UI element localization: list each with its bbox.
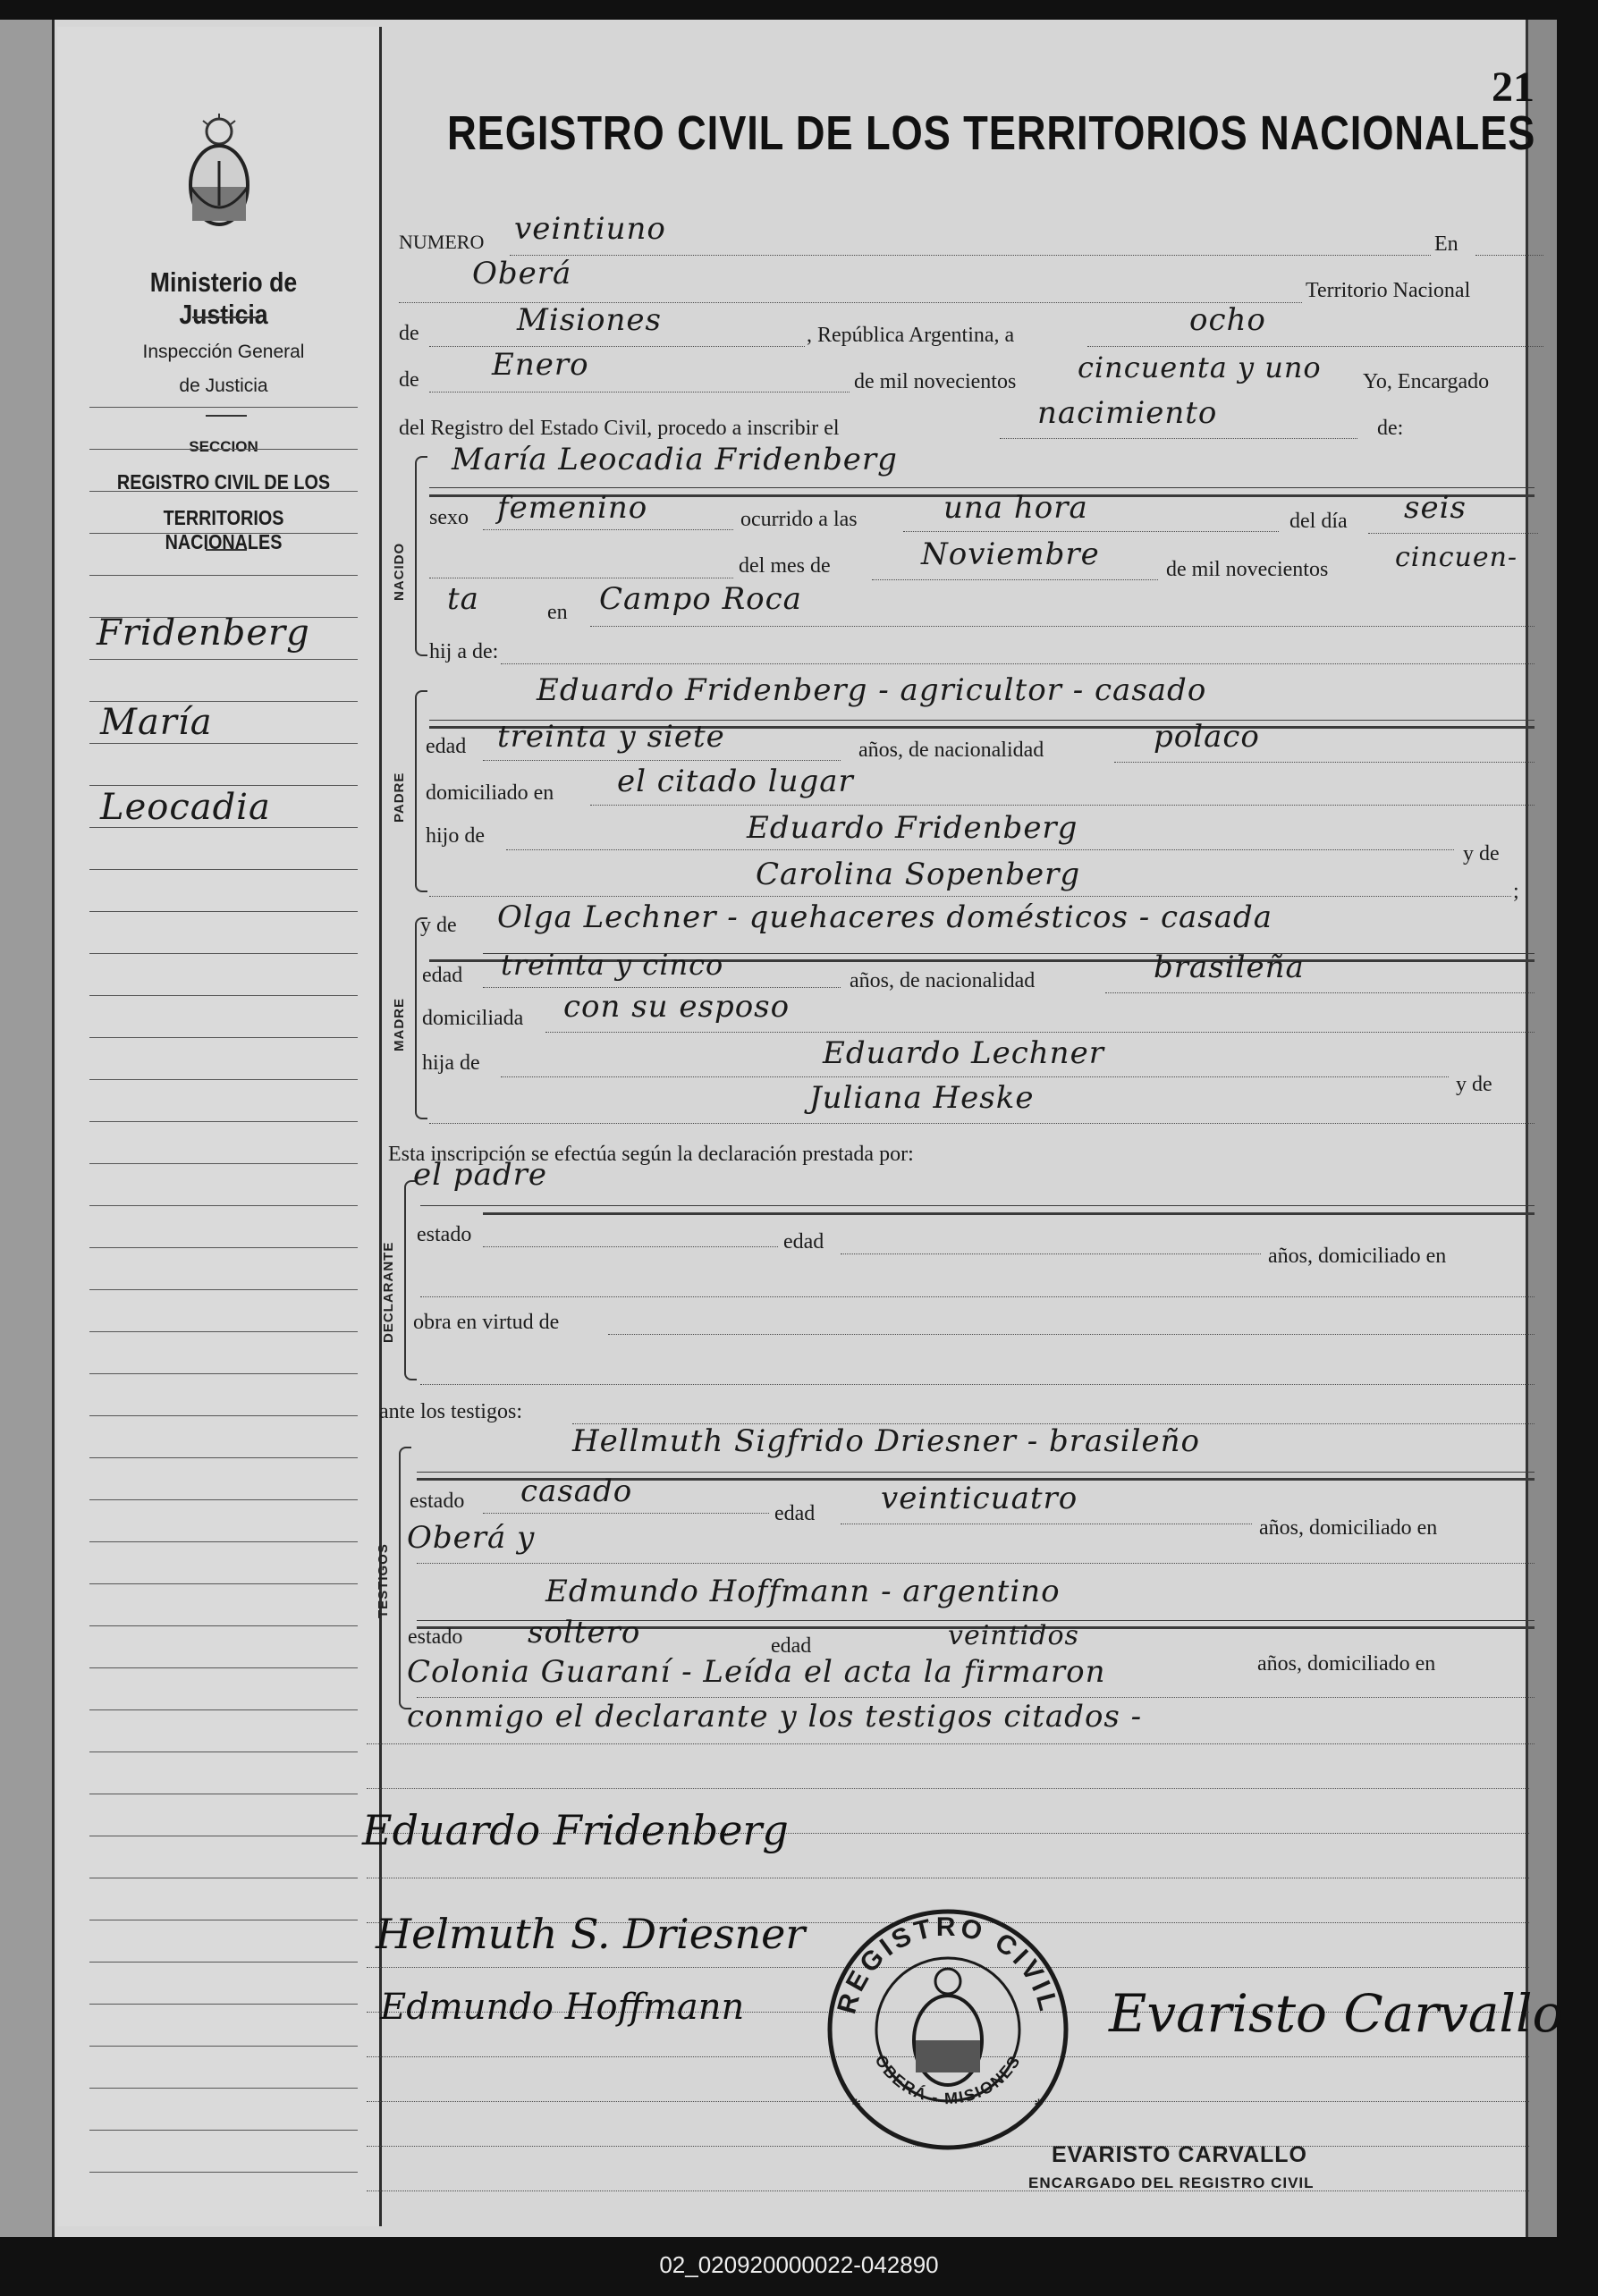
nacionalidad-label: años, de nacionalidad xyxy=(858,739,1044,762)
sidebar-rule xyxy=(89,1457,358,1458)
act-value: nacimiento xyxy=(1037,395,1218,431)
madre-dom-line xyxy=(545,1032,1535,1033)
madre-edad-line xyxy=(483,987,841,988)
padre-parent2: Carolina Sopenberg xyxy=(756,857,1081,892)
sidebar-rule xyxy=(89,1583,358,1584)
sidebar-rule xyxy=(89,1962,358,1963)
en-label: en xyxy=(547,601,568,624)
sidebar-rule xyxy=(89,533,358,534)
name-line xyxy=(429,487,1535,488)
ministry-title: Ministerio de Justicia xyxy=(149,266,298,330)
domiciliada-label: domiciliada xyxy=(422,1007,524,1030)
sidebar-rule xyxy=(89,1289,358,1290)
padre-section-label: PADRE xyxy=(392,772,407,823)
year-value: cincuenta y uno xyxy=(1078,350,1322,384)
testigo2-domicilio: Colonia Guaraní - Leída el acta la firmaron xyxy=(407,1654,1106,1690)
madre-parent1: Eduardo Lechner xyxy=(823,1035,1104,1071)
de-colon-label: de: xyxy=(1377,417,1404,440)
lugar-value: Campo Roca xyxy=(599,581,802,617)
mes-line xyxy=(872,579,1158,580)
padre-nac-line xyxy=(1114,762,1535,763)
vertical-divider xyxy=(379,27,382,2226)
y-de-label: y de xyxy=(1463,842,1500,865)
nacido-bracket xyxy=(415,456,427,656)
closing-line xyxy=(367,1743,1535,1744)
declarante-bracket xyxy=(404,1180,417,1380)
testigo1-line xyxy=(417,1472,1535,1473)
madre-domicilio: con su esposo xyxy=(563,989,791,1025)
obra-line xyxy=(608,1334,1535,1335)
obra-label: obra en virtud de xyxy=(413,1311,560,1334)
stamp-text-top: REGISTRO CIVIL xyxy=(832,1912,1064,2017)
sidebar-rule xyxy=(89,1331,358,1332)
registro-civil-stamp xyxy=(823,1904,1073,2155)
sidebar-rule xyxy=(89,1709,358,1710)
sidebar-rule xyxy=(89,407,358,408)
declarante-line xyxy=(420,1205,1535,1206)
sidebar-rule xyxy=(89,2130,358,2131)
sidebar-rule xyxy=(89,659,358,660)
territorio-label: Territorio Nacional xyxy=(1306,279,1471,302)
divider xyxy=(206,415,247,417)
lugar-line xyxy=(590,626,1535,627)
signature-rule xyxy=(367,2190,1529,2191)
en-label: En xyxy=(1434,232,1458,256)
stamp-text-bottom: OBERÁ - MISIONES xyxy=(871,2051,1025,2108)
edad-label: edad xyxy=(774,1502,816,1525)
de-label: de xyxy=(399,322,419,345)
dia-value: seis xyxy=(1404,490,1467,526)
page-right-edge xyxy=(1526,20,1557,2237)
madre-parent2-line xyxy=(429,1123,1535,1124)
y-de-label: y de xyxy=(1456,1073,1492,1096)
testigo1-domicilio: Oberá y xyxy=(407,1520,536,1556)
nacido-name: María Leocadia Fridenberg xyxy=(452,442,898,477)
sidebar-rule xyxy=(89,1415,358,1416)
madre-parent1-line xyxy=(501,1076,1449,1077)
page-number: 21 xyxy=(1492,63,1535,111)
inspection-line2: de Justicia xyxy=(179,376,268,396)
sidebar-rule xyxy=(89,701,358,702)
mil-label: de mil novecientos xyxy=(1166,558,1329,581)
edad-label: edad xyxy=(426,735,467,758)
official-title: ENCARGADO DEL REGISTRO CIVIL xyxy=(1028,2174,1315,2191)
sidebar-rule xyxy=(89,1499,358,1500)
sidebar-rule xyxy=(89,785,358,786)
declarante-estado-line xyxy=(483,1246,778,1247)
sidebar-rule xyxy=(89,1373,358,1374)
stamp-seal-icon xyxy=(823,1904,1073,2155)
sidebar-rule xyxy=(89,2004,358,2005)
padre-name: Eduardo Fridenberg - agricultor - casado xyxy=(537,672,1207,708)
edad-label: edad xyxy=(422,964,463,987)
del-mes-label: del mes de xyxy=(739,554,831,578)
signature-testigo2: Edmundo Hoffmann xyxy=(380,1987,745,2028)
sidebar-rule xyxy=(89,1037,358,1038)
sidebar-rule xyxy=(89,911,358,912)
hora-value: una hora xyxy=(943,490,1088,526)
testigo2-dom-line xyxy=(417,1697,1535,1698)
sidebar-rule xyxy=(89,1247,358,1248)
madre-nacionalidad: brasileña xyxy=(1154,950,1305,985)
testigo1-estado: casado xyxy=(520,1473,633,1509)
day-value: ocho xyxy=(1189,302,1266,338)
sidebar-rule xyxy=(89,869,358,870)
anos-domiciliado-label: años, domiciliado en xyxy=(1268,1245,1447,1268)
anos-domiciliado-label: años, domiciliado en xyxy=(1259,1516,1438,1540)
testigo1-estado-line xyxy=(483,1513,769,1514)
closing-text: conmigo el declarante y los testigos citados - xyxy=(407,1699,1143,1735)
year-value-a: cincuen- xyxy=(1395,542,1518,573)
sidebar-rule xyxy=(89,1121,358,1122)
svg-text:REGISTRO CIVIL xyxy=(832,1912,1063,2017)
sidebar-rule xyxy=(89,827,358,828)
de-label: de xyxy=(399,368,419,392)
mes-value: Noviembre xyxy=(921,536,1100,572)
testigo1-edad: veinticuatro xyxy=(881,1481,1078,1516)
padre-domicilio: el citado lugar xyxy=(617,764,854,799)
sidebar-rule xyxy=(89,491,358,492)
sidebar-rule xyxy=(89,995,358,996)
testigo1-name: Hellmuth Sigfrido Driesner - brasileño xyxy=(572,1423,1201,1459)
declarante-line-double xyxy=(483,1212,1535,1215)
signature-rule xyxy=(367,1788,1529,1789)
mil-novecientos-label: de mil novecientos xyxy=(854,370,1017,393)
republica-label: , República Argentina, a xyxy=(807,324,1015,347)
index-first-name: María xyxy=(100,702,213,743)
padre-edad-line xyxy=(483,760,841,761)
sidebar-rule xyxy=(89,575,358,576)
testigos-intro: ante los testigos: xyxy=(379,1400,522,1423)
numero-label: NUMERO xyxy=(399,231,485,253)
month-value: Enero xyxy=(492,347,589,383)
year-value-b: ta xyxy=(447,581,479,617)
ocurrido-label: ocurrido a las xyxy=(740,508,858,531)
index-surname: Fridenberg xyxy=(97,612,310,654)
sidebar-rule xyxy=(89,1625,358,1626)
estado-label: estado xyxy=(417,1223,472,1246)
y-de-label: y de xyxy=(420,914,457,937)
numero-line xyxy=(510,255,1431,256)
signature-official: Evaristo Carvallo xyxy=(1109,1983,1564,2044)
padre-parent1-line xyxy=(506,849,1454,850)
hijo-line xyxy=(501,663,1535,664)
hijo-de-label: hij a de: xyxy=(429,640,499,663)
day-line xyxy=(1087,346,1543,347)
territory-line xyxy=(429,346,805,347)
declaracion-intro: Esta inscripción se efectúa según la declaración prestada por: xyxy=(388,1143,914,1166)
edad-label: edad xyxy=(771,1634,812,1658)
place-value: Oberá xyxy=(472,256,572,291)
image-identifier: 02_020920000022-042890 xyxy=(659,2251,939,2278)
section-label: SECCION xyxy=(189,438,258,455)
estado-label: estado xyxy=(408,1625,463,1649)
padre-nacionalidad: polaco xyxy=(1154,719,1260,755)
registro-label: del Registro del Estado Civil, procedo a inscribir el xyxy=(399,417,840,440)
domiciliado-label: domiciliado en xyxy=(426,781,554,805)
padre-parent1: Eduardo Fridenberg xyxy=(747,810,1078,846)
declarante-dom-line xyxy=(420,1296,1535,1297)
padre-parent2-line xyxy=(429,896,1511,897)
svg-text:*: * xyxy=(1034,2094,1044,2116)
yo-encargado-label: Yo, Encargado xyxy=(1363,370,1490,393)
edad-label: edad xyxy=(783,1230,824,1254)
en-line xyxy=(1475,255,1543,256)
act-line xyxy=(1000,438,1357,439)
signature-declarante: Eduardo Fridenberg xyxy=(362,1806,789,1854)
sexo-label: sexo xyxy=(429,506,469,529)
testigo2-estado: soltero xyxy=(528,1615,641,1650)
testigos-section-label: TESTIGOS xyxy=(376,1543,391,1618)
month-line xyxy=(429,392,850,393)
sidebar-rule xyxy=(89,2088,358,2089)
territory-value: Misiones xyxy=(517,302,662,338)
dia-line xyxy=(1368,533,1538,534)
madre-section-label: MADRE xyxy=(392,998,407,1051)
sidebar-rule xyxy=(89,1079,358,1080)
index-middle-name: Leocadia xyxy=(100,787,271,828)
madre-edad: treinta y cinco xyxy=(501,948,724,982)
del-dia-label: del día xyxy=(1289,510,1348,533)
divider xyxy=(206,549,247,551)
signature-testigo1: Helmuth S. Driesner xyxy=(376,1910,806,1958)
anos-domiciliado-label: años, domiciliado en xyxy=(1257,1652,1436,1676)
madre-nac-line xyxy=(1105,992,1535,993)
padre-edad: treinta y siete xyxy=(497,719,725,755)
hija-de-label: hija de xyxy=(422,1051,480,1075)
padre-dom-line xyxy=(590,805,1535,806)
declarante-section-label: DECLARANTE xyxy=(381,1241,396,1343)
coat-of-arms-icon xyxy=(183,112,255,237)
sexo-value: femenino xyxy=(497,490,648,526)
section-line1: REGISTRO CIVIL DE LOS xyxy=(116,470,331,494)
sidebar-rule xyxy=(89,743,358,744)
sidebar-rule xyxy=(89,2046,358,2047)
sidebar-rule xyxy=(89,1667,358,1668)
sidebar-rule xyxy=(89,617,358,618)
testigo2-edad: veintidos xyxy=(948,1620,1079,1651)
nacionalidad-label: años, de nacionalidad xyxy=(850,969,1036,992)
nacido-section-label: NACIDO xyxy=(392,542,407,601)
svg-text:*: * xyxy=(851,2094,861,2116)
inspection-line1: Inspección General xyxy=(142,342,305,362)
semicolon: ; xyxy=(1513,880,1519,903)
declarante-value: el padre xyxy=(413,1157,547,1193)
madre-name: Olga Lechner - quehaceres domésticos - casada xyxy=(497,899,1273,935)
numero-value: veintiuno xyxy=(514,211,666,247)
hijo-de-label: hijo de xyxy=(426,824,485,848)
divider xyxy=(192,317,260,318)
sidebar-rule xyxy=(89,1541,358,1542)
sexo-line xyxy=(483,529,733,530)
official-name: EVARISTO CARVALLO xyxy=(1052,2142,1308,2167)
binding-edge xyxy=(0,20,55,2237)
sidebar-rule xyxy=(89,1205,358,1206)
hora-line xyxy=(903,531,1279,532)
testigo1-dom-line xyxy=(417,1563,1535,1564)
sidebar-rule xyxy=(89,449,358,450)
estado-label: estado xyxy=(410,1490,465,1513)
sidebar-rule xyxy=(89,1163,358,1164)
madre-parent2: Juliana Heske xyxy=(809,1080,1035,1116)
declarante-end-line xyxy=(420,1384,1535,1385)
section-line2: TERRITORIOS NACIONALES xyxy=(163,506,284,553)
sidebar-rule xyxy=(89,2172,358,2173)
testigo2-name: Edmundo Hoffmann - argentino xyxy=(545,1574,1061,1609)
document-title: REGISTRO CIVIL DE LOS TERRITORIOS NACIONALES xyxy=(447,106,1536,160)
sidebar-rule xyxy=(89,953,358,954)
